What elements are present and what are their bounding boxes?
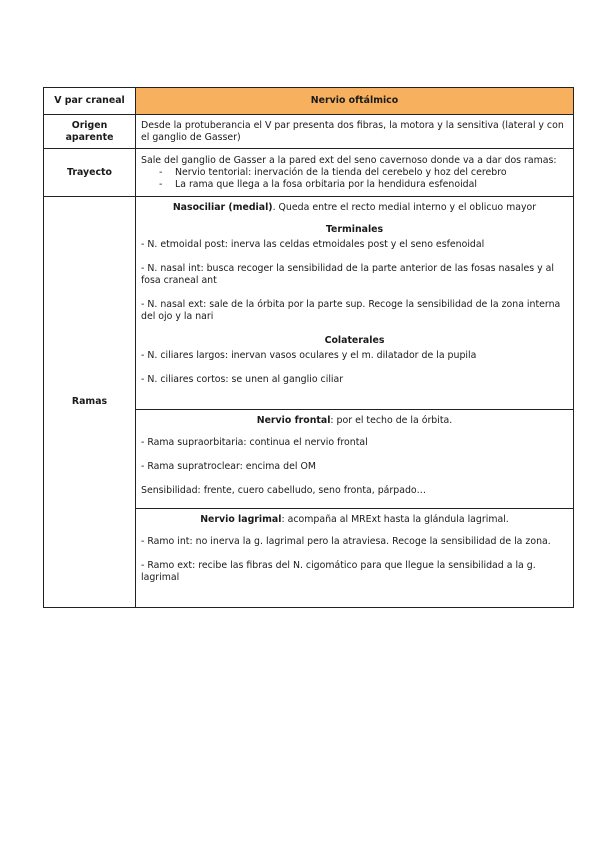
block-frontal xyxy=(136,409,573,508)
row-trayecto xyxy=(44,149,574,197)
frontal-title: Nervio frontal xyxy=(256,415,331,426)
nasociliar-heading xyxy=(141,202,568,214)
origen-label: Origen aparente xyxy=(44,115,136,149)
terminal-item: - N. nasal ext: sale de la órbita por la parte sup. Recoge la sensibilidad de la zona interna del ojo y la nari xyxy=(141,299,561,322)
trayecto-content xyxy=(136,149,574,197)
frontal-item: - Rama supraorbitaria: continua el nervio frontal xyxy=(141,437,368,448)
lagrimal-heading xyxy=(141,514,568,526)
ramas-label: Ramas xyxy=(44,197,136,608)
colateral-item: - N. ciliares largos: inervan vasos oculares y el m. dilatador de la pupila xyxy=(141,350,477,361)
header-row xyxy=(44,88,574,115)
origen-text: Desde la protuberancia el V par presenta dos fibras, la motora y la sensitiva (lateral y con el ganglio de Gasser) xyxy=(136,115,574,149)
trayecto-list xyxy=(141,167,568,191)
colaterales-title: Colaterales xyxy=(324,335,385,346)
ramas-content xyxy=(136,197,574,608)
nasociliar-title: Nasociliar (medial) xyxy=(172,202,273,213)
block-lagrimal xyxy=(136,508,573,607)
lagrimal-title: Nervio lagrimal xyxy=(200,514,282,525)
frontal-heading xyxy=(141,415,568,427)
nasociliar-desc: . Queda entre el recto medial interno y el oblicuo mayor xyxy=(272,202,537,213)
lagrimal-item: - Ramo int: no inerva la g. lagrimal pero la atraviesa. Recoge la sensibilidad de la zona. xyxy=(141,536,551,547)
row-origen xyxy=(44,115,574,149)
header-title: Nervio oftálmico xyxy=(136,88,574,115)
colateral-item: - N. ciliares cortos: se unen al ganglio ciliar xyxy=(141,374,344,385)
lagrimal-item: - Ramo ext: recibe las fibras del N. cigomático para que llegue la sensibilidad a la g. lagrimal xyxy=(141,560,536,583)
terminales-title: Terminales xyxy=(325,224,384,235)
trayecto-label: Trayecto xyxy=(44,149,136,197)
list-item: - La rama que llega a la fosa orbitaria por la hendidura esfenoidal xyxy=(159,179,568,191)
terminal-item: - N. etmoidal post: inerva las celdas etmoidales post y el seno esfenoidal xyxy=(141,239,485,250)
list-item: - Nervio tentorial: inervación de la tienda del cerebelo y hoz del cerebro xyxy=(159,167,568,179)
lagrimal-desc: : acompaña al MRExt hasta la glándula lagrimal. xyxy=(281,514,509,525)
row-ramas xyxy=(44,197,574,608)
frontal-desc: : por el techo de la órbita. xyxy=(330,415,453,426)
frontal-item: - Rama supratroclear: encima del OM xyxy=(141,461,316,472)
nerve-table xyxy=(43,87,574,608)
trayecto-intro: Sale del ganglio de Gasser a la pared ext del seno cavernoso donde va a dar dos ramas: xyxy=(141,154,557,166)
block-nasociliar xyxy=(136,197,573,409)
header-label: V par craneal xyxy=(44,88,136,115)
frontal-item: Sensibilidad: frente, cuero cabelludo, seno fronta, párpado… xyxy=(141,485,427,496)
terminal-item: - N. nasal int: busca recoger la sensibilidad de la parte anterior de las fosas nasales y al fosa craneal ant xyxy=(141,263,554,286)
